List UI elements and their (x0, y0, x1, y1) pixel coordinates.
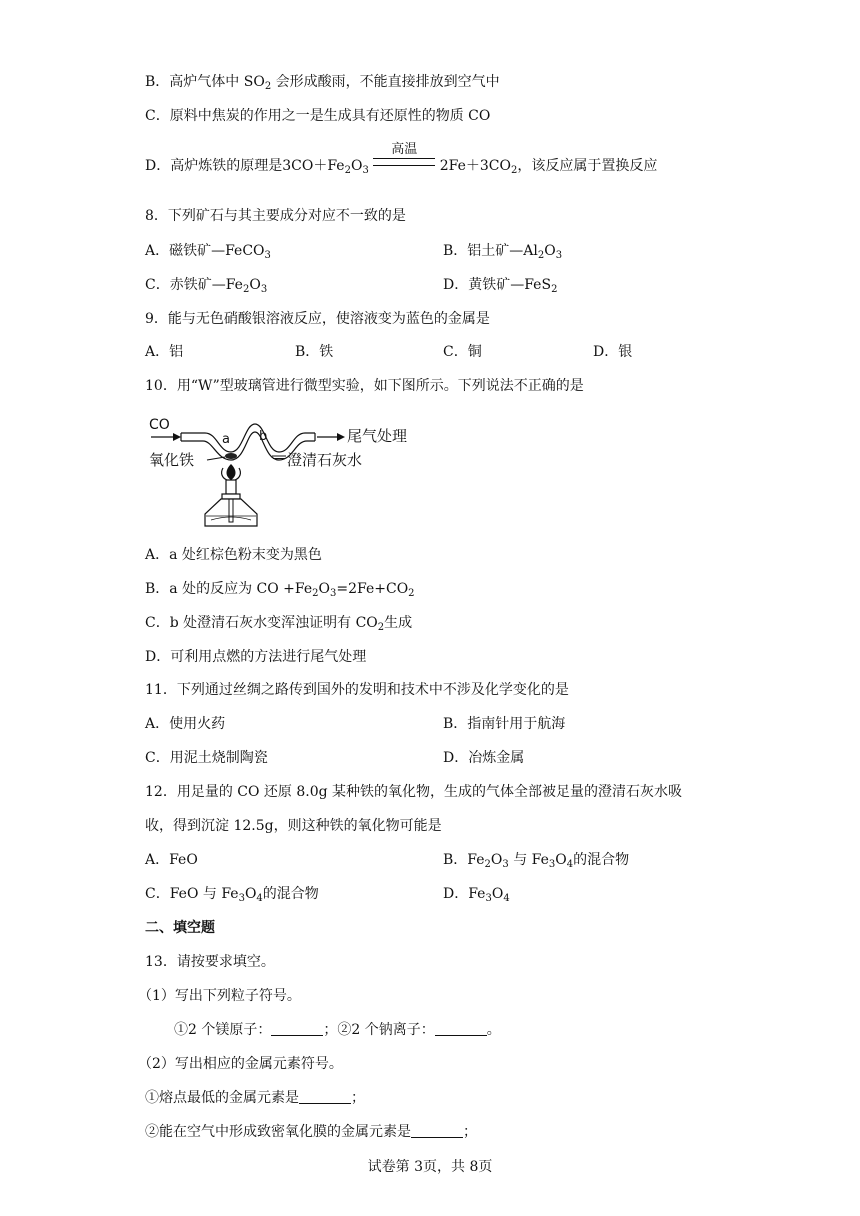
answer-blank[interactable] (271, 1021, 323, 1036)
q13-part2: （2）写出相应的金属元素符号。 (138, 1056, 343, 1072)
q11-option-c: C．用泥土烧制陶瓷 (145, 750, 268, 766)
answer-blank[interactable] (435, 1021, 487, 1036)
q12-option-c: C．FeO 与 $Fe_3O_4$的混合物 (145, 886, 319, 904)
q8-option-b: B．铝土矿$—Al_2O_3$ (443, 243, 563, 261)
q9-stem: 9．能与无色硝酸银溶液反应，使溶液变为蓝色的金属是 (145, 311, 490, 327)
q13-part2-b: ②能在空气中形成致密氧化膜的金属元素是 ； (145, 1124, 477, 1140)
fig-limewater-label: 澄清石灰水 (287, 451, 363, 469)
q8-option-c: C．赤铁矿$—Fe_2O_3$ (145, 277, 268, 295)
q13-part2-a: ①熔点最低的金属元素是 ； (145, 1090, 365, 1106)
q11-stem: 11．下列通过丝绸之路传到国外的发明和技术中不涉及化学变化的是 (145, 682, 569, 698)
q9-option-b: B．铁 (295, 344, 334, 360)
q9-option-d: D．银 (593, 344, 633, 360)
answer-blank[interactable] (411, 1123, 463, 1138)
q11-option-a: A．使用火药 (145, 716, 226, 732)
page-footer: 试卷第 3页，共 8页 (367, 1159, 493, 1175)
q7-option-c: C．原料中焦炭的作用之一是生成具有还原性的物质 CO (145, 108, 491, 124)
q12-stem-line2: 收，得到沉淀 12.5g，则这种铁的氧化物可能是 (145, 818, 442, 834)
q10-stem: 10．用“W”型玻璃管进行微型实验，如下图所示。下列说法不正确的是 (145, 378, 584, 394)
fig-b-label: b (259, 429, 268, 444)
q10-option-a: A．a 处红棕色粉末变为黑色 (145, 547, 322, 563)
q13-part1-blanks: ①2 个镁原子： ；②2 个钠离子： 。 (174, 1022, 501, 1038)
q12-stem-line1: 12．用足量的 CO 还原 8.0g 某种铁的氧化物，生成的气体全部被足量的澄清石灰水吸 (145, 784, 683, 800)
q12-option-d: D．$Fe_3O_4$ (443, 886, 510, 904)
fig-co-label: CO (149, 417, 170, 433)
fig-iron-oxide-label: 氧化铁 (149, 451, 195, 469)
fig-tail-gas-label: 尾气处理 (347, 427, 408, 445)
q12-option-a: A．FeO (145, 852, 198, 868)
section-fill-in-heading: 二、填空题 (145, 920, 215, 936)
q10-option-c: C．b 处澄清石灰水变浑浊证明有 $CO_2$生成 (145, 615, 413, 633)
fig-a-label: a (222, 432, 230, 447)
q7-option-b: B．高炉气体中 $SO_2$ 会形成酸雨，不能直接排放到空气中 (145, 74, 500, 92)
q9-option-c: C．铜 (443, 344, 482, 360)
q8-option-a: A．磁铁矿—FeCO$_3$ (145, 243, 271, 261)
reaction-condition: 高温 (373, 156, 435, 176)
q8-option-d: D．黄铁矿—FeS$_2$ (443, 277, 558, 295)
q11-option-d: D．冶炼金属 (443, 750, 525, 766)
q8-stem: 8．下列矿石与其主要成分对应不一致的是 (145, 208, 406, 224)
q7-option-d: D．高炉炼铁的原理是$3CO+Fe_2O_3$ 高温 $2Fe+3CO_2$，该反应属于置换反应 (145, 142, 658, 176)
w-tube-apparatus-diagram (145, 410, 435, 535)
q9-option-a: A．铝 (145, 344, 184, 360)
q13-stem: 13．请按要求填空。 (145, 954, 275, 970)
q10-option-d: D．可利用点燃的方法进行尾气处理 (145, 649, 367, 665)
q10-option-b: B．a 处的反应为 CO $+Fe_2O_3=2Fe+CO_2$ (145, 581, 415, 599)
q13-part1: （1）写出下列粒子符号。 (138, 988, 301, 1004)
q11-option-b: B．指南针用于航海 (443, 716, 566, 732)
q12-option-b: B．$Fe_2O_3$ 与 $Fe_3O_4$的混合物 (443, 852, 630, 870)
answer-blank[interactable] (299, 1089, 351, 1104)
